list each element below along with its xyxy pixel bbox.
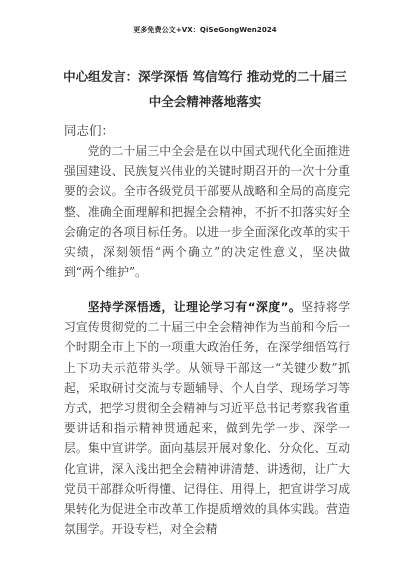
paragraph-2-lead: 坚持学深悟透，让理论学习有“深度”。 — [87, 300, 302, 314]
paragraph-2 — [64, 297, 350, 539]
document-title: 中心组发言：深学深悟 笃信笃行 推动党的二十届三中全会精神落地落实 — [63, 69, 347, 109]
header-note: 更多免费公文+VX：QiSeGongWen2024 — [133, 26, 277, 34]
salutation: 同志们： — [64, 123, 115, 138]
paragraph-1: 党的二十届三中全会是在以中国式现代化全面推进强国建设、民族复兴伟业的关键时期召开的一次十分重要的会议。全市各级党员干部要从战略和全局的高度完整、准确全面理解和把握全会精神，不折不扣落实好全会确定的各项目标任务。以进一步全面深化改革的实干实绩，深刻领悟“两个确立”的决定性意义，坚决做到“两个维护”。 — [64, 144, 350, 280]
paragraph-2-body: 坚持将学习宣传贯彻党的二十届三中全会精神作为当前和今后一个时期全市上下的一项重大政治任务，在深学细悟笃行上下功夫示范带头学。从领导干部这一“关键少数”抓起，采取研讨交流与专题辅导、个人自学、现场学习等方式，把学习贯彻全会精神与习近平总书记考察我省重要讲话和指示精神贯通起来，做到先学一步、深学一层。集中宣讲学。面向基层开展对象化、分众化、互动化宣讲，深入浅出把全会精神讲清楚、讲透彻，让广大党员干部群众听得懂、记得住、用得上，把宣讲学习成果转化为促进全市改革工作提质增效的具体实践。营造氛围学。开设专栏，对全会精 — [64, 300, 350, 537]
